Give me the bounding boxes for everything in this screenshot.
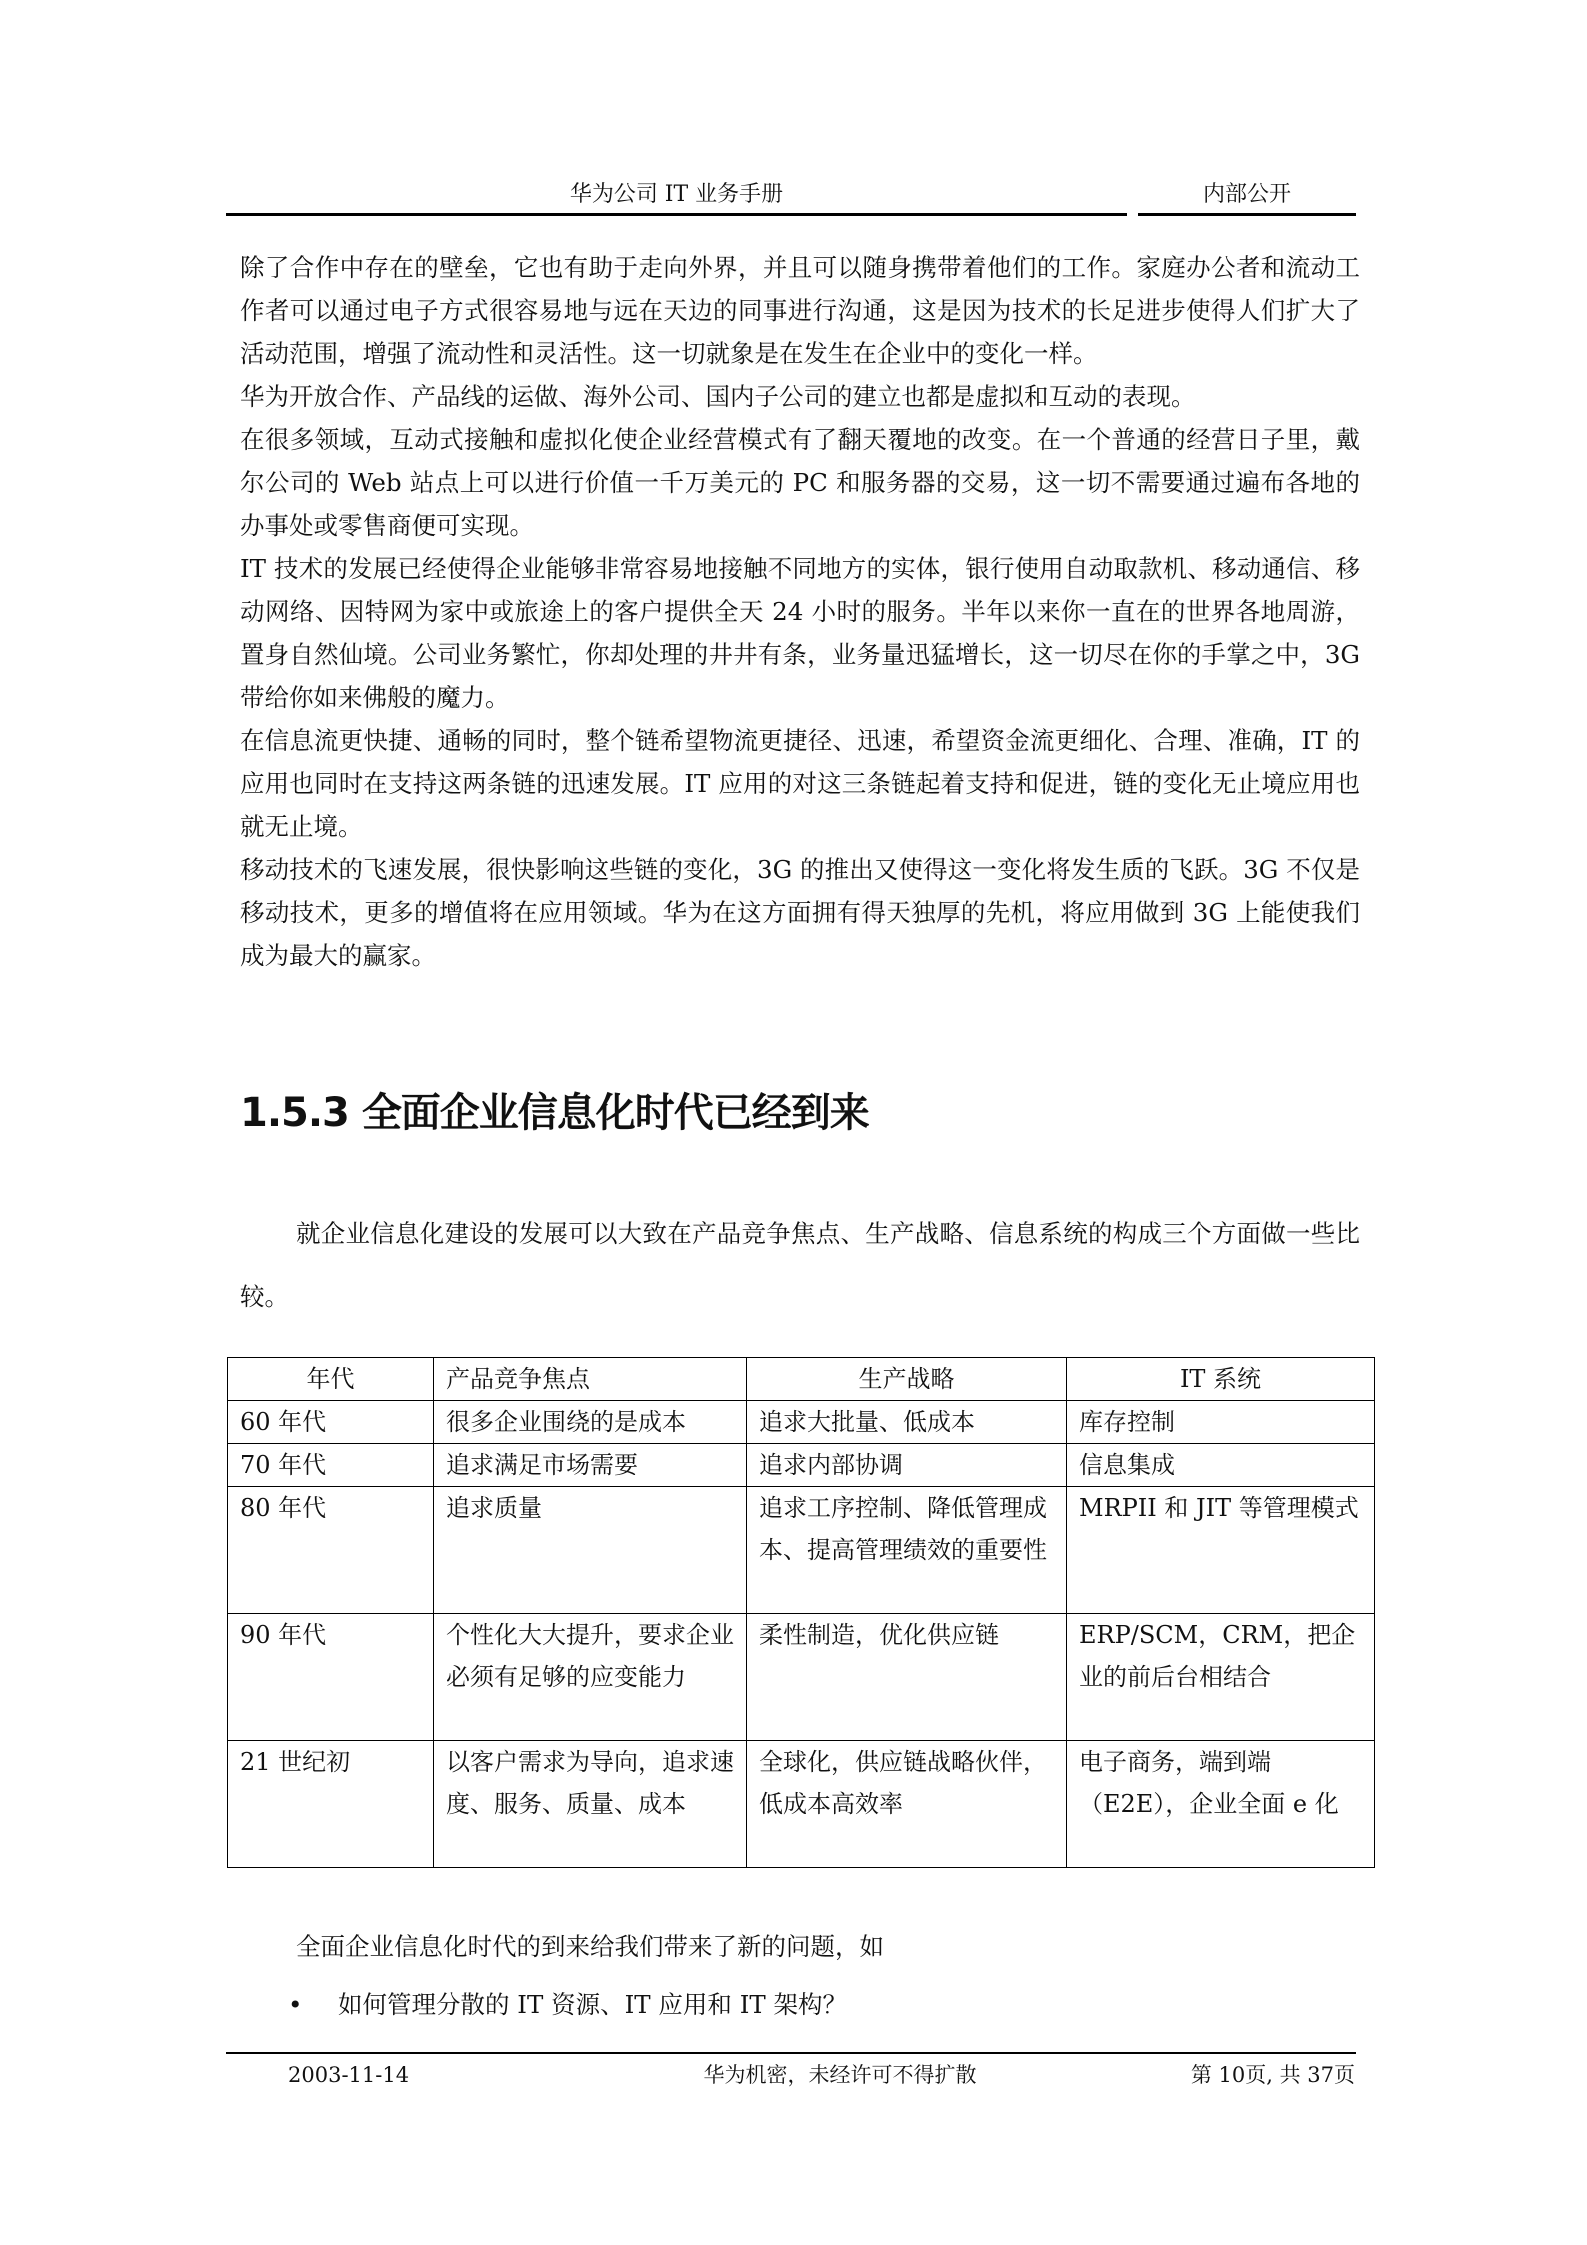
table-cell: 60 年代 [228, 1401, 434, 1444]
table-cell: 70 年代 [228, 1444, 434, 1487]
table-cell: 80 年代 [228, 1487, 434, 1614]
table-row [228, 1614, 1375, 1741]
table-cell: 电子商务，端到端（E2E），企业全面 e 化 [1067, 1741, 1375, 1868]
table-cell: 库存控制 [1067, 1401, 1375, 1444]
table-cell: 追求满足市场需要 [434, 1444, 747, 1487]
comparison-table [227, 1357, 1375, 1868]
paragraph: 在很多领域，互动式接触和虚拟化使企业经营模式有了翻天覆地的改变。在一个普通的经营日子里，戴尔公司的 Web 站点上可以进行价值一千万美元的 PC 和服务器的交易，这一切不需要通过遍布各地的办事处或零售商便可实现。 [240, 425, 1360, 540]
table-cell: 信息集成 [1067, 1444, 1375, 1487]
footer-confidentiality: 华为机密，未经许可不得扩散 [703, 2063, 977, 2087]
table-cell: 柔性制造，优化供应链 [747, 1614, 1067, 1741]
table-cell: 21 世纪初 [228, 1741, 434, 1868]
body-text [240, 246, 1360, 977]
paragraph: 华为开放合作、产品线的运做、海外公司、国内子公司的建立也都是虚拟和互动的表现。 [240, 382, 1196, 411]
paragraph: 除了合作中存在的壁垒，它也有助于走向外界，并且可以随身携带着他们的工作。家庭办公者和流动工作者可以通过电子方式很容易地与远在天边的同事进行沟通，这是因为技术的长足进步使得人们扩大了活动范围，增强了流动性和灵活性。这一切就象是在发生在企业中的变化一样。 [240, 253, 1360, 368]
bullet-text: 如何管理分散的 IT 资源、IT 应用和 IT 架构？ [338, 1990, 847, 2019]
table-cell: 追求质量 [434, 1487, 747, 1614]
table-row [228, 1741, 1375, 1868]
column-header-era: 年代 [228, 1358, 434, 1401]
table-cell: ERP/SCM，CRM，把企业的前后台相结合 [1067, 1614, 1375, 1741]
closing-paragraph: 全面企业信息化时代的到来给我们带来了新的问题，如 [296, 1932, 884, 1961]
bullet-icon: • [288, 1990, 303, 2019]
table-cell: 以客户需求为导向，追求速度、服务、质量、成本 [434, 1741, 747, 1868]
paragraph: 移动技术的飞速发展，很快影响这些链的变化，3G 的推出又使得这一变化将发生质的飞跃。3G 不仅是移动技术，更多的增值将在应用领域。华为在这方面拥有得天独厚的先机，将应用做到 3G 上能使我们成为最大的赢家。 [240, 855, 1360, 970]
footer-page-number: 第 10页, 共 37页 [1190, 2063, 1355, 2087]
table-row [228, 1401, 1375, 1444]
header-rule-right [1138, 213, 1356, 216]
paragraph: IT 技术的发展已经使得企业能够非常容易地接触不同地方的实体，银行使用自动取款机、移动通信、移动网络、因特网为家中或旅途上的客户提供全天 24 小时的服务。半年以来你一直在的世界各地周游，置身自然仙境。公司业务繁忙，你却处理的井井有条，业务量迅猛增长，这一切尽在你的手掌之中，3G 带给你如来佛般的魔力。 [240, 554, 1360, 712]
table-cell: 个性化大大提升，要求企业必须有足够的应变能力 [434, 1614, 747, 1741]
column-header-it-system: IT 系统 [1067, 1358, 1375, 1401]
table-cell: 追求工序控制、降低管理成本、提高管理绩效的重要性 [747, 1487, 1067, 1614]
table-cell: 追求内部协调 [747, 1444, 1067, 1487]
section-heading: 1.5.3 全面企业信息化时代已经到来 [240, 1090, 869, 1136]
header-rule-left [226, 213, 1127, 216]
table-cell: 90 年代 [228, 1614, 434, 1741]
footer-rule [226, 2052, 1356, 2054]
table-row [228, 1487, 1375, 1614]
table-cell: 追求大批量、低成本 [747, 1401, 1067, 1444]
footer-date: 2003-11-14 [288, 2063, 410, 2087]
bullet-list-item [288, 1988, 847, 2022]
table-row [228, 1444, 1375, 1487]
paragraph: 在信息流更快捷、通畅的同时，整个链希望物流更捷径、迅速，希望资金流更细化、合理、准确，IT 的应用也同时在支持这两条链的迅速发展。IT 应用的对这三条链起着支持和促进，链的变化无止境应用也就无止境。 [240, 726, 1360, 841]
table-cell: 很多企业围绕的是成本 [434, 1401, 747, 1444]
column-header-product-focus: 产品竞争焦点 [434, 1358, 747, 1401]
table-header-row [228, 1358, 1375, 1401]
table-cell: MRPII 和 JIT 等管理模式 [1067, 1487, 1375, 1614]
header-title: 华为公司 IT 业务手册 [569, 182, 784, 207]
table-cell: 全球化，供应链战略伙伴，低成本高效率 [747, 1741, 1067, 1868]
header-classification: 内部公开 [1202, 182, 1291, 207]
column-header-production-strategy: 生产战略 [747, 1358, 1067, 1401]
intro-paragraph: 就企业信息化建设的发展可以大致在产品竞争焦点、生产战略、信息系统的构成三个方面做一些比较。 [240, 1219, 1360, 1311]
section-intro [240, 1202, 1360, 1328]
